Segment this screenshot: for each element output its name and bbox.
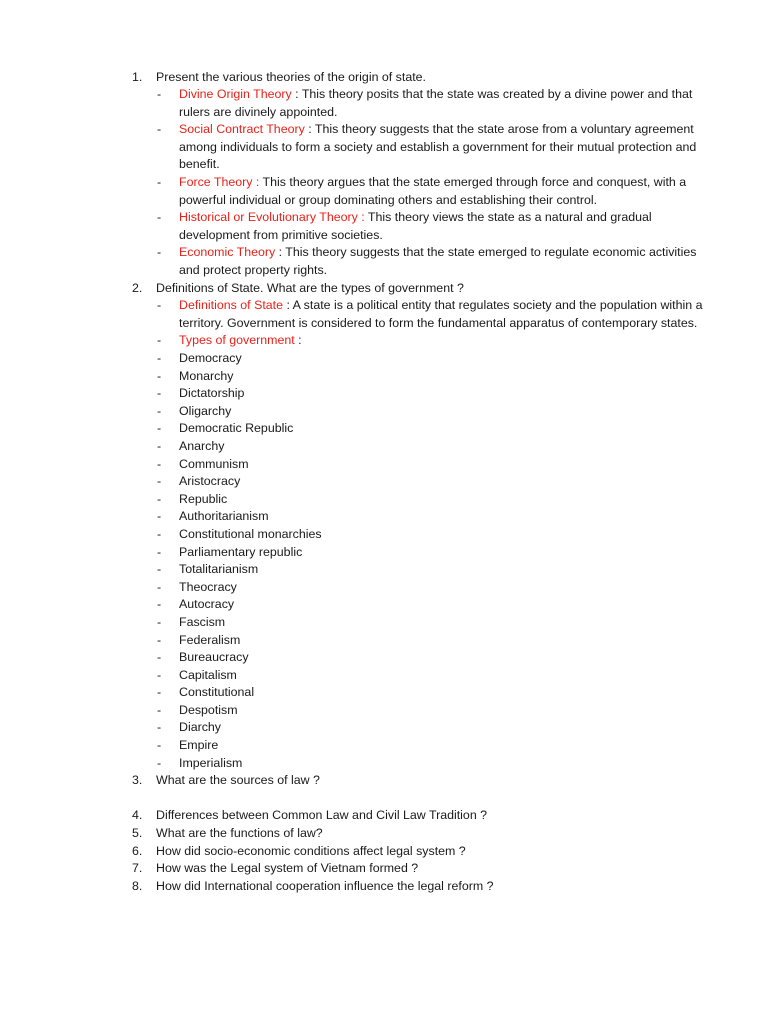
government-type: Totalitarianism <box>179 562 259 577</box>
government-type-item <box>0 755 768 773</box>
dash-bullet: - <box>157 351 162 365</box>
term-label: Types of government <box>179 333 295 348</box>
government-type-item <box>0 456 768 474</box>
term-description: : A state is a political entity that regulates society and the population within a territory. Government is considered to form the fundamental apparatus of contemporary states. <box>179 298 703 330</box>
government-type-item <box>0 526 768 544</box>
government-type: Communism <box>179 456 249 471</box>
list-item-5 <box>0 825 768 843</box>
government-type-item <box>0 579 768 597</box>
government-type-item <box>0 737 768 755</box>
term-description: : This theory posits that the state was created by a divine power and that rulers are divinely appointed. <box>179 87 693 119</box>
blank-line <box>0 790 768 808</box>
theory-divine-origin <box>0 86 768 121</box>
list-item-1 <box>0 69 768 87</box>
dash-bullet: - <box>157 755 162 770</box>
list-item-text: How was the Legal system of Vietnam formed ? <box>156 861 419 876</box>
dash-bullet: - <box>157 491 162 506</box>
government-type-item <box>0 420 768 438</box>
government-type: Imperialism <box>179 755 243 770</box>
government-type: Autocracy <box>179 597 235 612</box>
list-item-3 <box>0 772 768 790</box>
list-item-2 <box>0 280 768 298</box>
government-type: Federalism <box>179 632 241 647</box>
government-type-item <box>0 649 768 667</box>
government-type: Democracy <box>179 351 242 365</box>
theory-social-contract <box>0 121 768 174</box>
dash-bullet: - <box>157 597 162 612</box>
government-type-item <box>0 702 768 720</box>
government-type: Constitutional monarchies <box>179 526 322 541</box>
dash-bullet: - <box>157 562 162 577</box>
dash-bullet: - <box>157 421 162 436</box>
dash-bullet: - <box>157 544 162 559</box>
government-type: Empire <box>179 738 219 753</box>
dash-bullet: - <box>157 579 162 594</box>
dash-bullet: - <box>157 245 162 260</box>
list-item-6 <box>0 843 768 861</box>
government-type: Monarchy <box>179 368 234 383</box>
list-number: 6. <box>132 843 143 858</box>
dash-bullet: - <box>157 720 162 735</box>
dash-bullet: - <box>157 509 162 524</box>
term-description: This theory views the state as a natural and gradual development from primitive societies. <box>179 210 652 242</box>
term-label: Definitions of State <box>179 298 284 313</box>
list-number: 5. <box>132 826 143 841</box>
government-type-item <box>0 561 768 579</box>
government-type: Parliamentary republic <box>179 544 303 559</box>
dash-bullet: - <box>157 298 162 313</box>
dash-bullet: - <box>157 403 162 418</box>
list-number: 4. <box>132 808 143 823</box>
dash-bullet: - <box>157 333 162 348</box>
term-description: This theory argues that the state emerged through force and conquest, with a powerful individual or group dominating others and establishing their control. <box>179 175 687 207</box>
list-number: 8. <box>132 878 143 893</box>
list-number: 3. <box>132 773 143 788</box>
term-label: Force Theory : <box>179 175 260 190</box>
government-type: Bureaucracy <box>179 650 249 665</box>
dash-bullet: - <box>157 632 162 647</box>
dash-bullet: - <box>157 386 162 401</box>
government-type-item <box>0 473 768 491</box>
types-of-government-heading <box>0 332 768 350</box>
government-type-item <box>0 667 768 685</box>
list-item-text: What are the functions of law? <box>156 826 323 841</box>
government-type-item <box>0 632 768 650</box>
government-type-item <box>0 403 768 421</box>
government-type-item <box>0 719 768 737</box>
dash-bullet: - <box>157 738 162 753</box>
term-label: Divine Origin Theory <box>179 87 292 102</box>
list-item-text: What are the sources of law ? <box>156 773 320 788</box>
government-type: Capitalism <box>179 667 237 682</box>
definition-of-state <box>0 297 768 332</box>
government-type-item <box>0 544 768 562</box>
government-type: Diarchy <box>179 720 221 735</box>
government-type-item <box>0 438 768 456</box>
dash-bullet: - <box>157 175 162 190</box>
dash-bullet: - <box>157 702 162 717</box>
term-label: Historical or Evolutionary Theory : <box>179 210 365 225</box>
government-type-item <box>0 385 768 403</box>
list-item-7 <box>0 860 768 878</box>
government-type: Republic <box>179 491 228 506</box>
government-type: Constitutional <box>179 685 255 700</box>
list-item-text: Present the various theories of the origin of state. <box>156 69 426 84</box>
theory-economic <box>0 244 768 279</box>
dash-bullet: - <box>157 614 162 629</box>
list-item-text: Definitions of State. What are the types of government ? <box>156 280 464 295</box>
dash-bullet: - <box>157 438 162 453</box>
dash-bullet: - <box>157 122 162 137</box>
dash-bullet: - <box>157 456 162 471</box>
term-label: Social Contract Theory <box>179 122 305 137</box>
dash-bullet: - <box>157 685 162 700</box>
theory-historical-evolutionary <box>0 209 768 244</box>
government-type: Dictatorship <box>179 386 245 401</box>
list-item-4 <box>0 807 768 825</box>
government-type-item <box>0 350 768 368</box>
government-type-item <box>0 596 768 614</box>
list-number: 2. <box>132 280 143 295</box>
list-item-text: Differences between Common Law and Civil Law Tradition ? <box>156 808 488 823</box>
list-item-8 <box>0 878 768 896</box>
dash-bullet: - <box>157 368 162 383</box>
dash-bullet: - <box>157 210 162 225</box>
list-number: 1. <box>132 69 143 84</box>
term-description: : This theory suggests that the state emerged to regulate economic activities and protect property rights. <box>179 245 697 278</box>
government-type-item <box>0 368 768 386</box>
dash-bullet: - <box>157 526 162 541</box>
document-body <box>0 69 768 896</box>
government-types-list <box>0 350 768 772</box>
theory-force <box>0 174 768 209</box>
dash-bullet: - <box>157 87 162 102</box>
government-type-item <box>0 508 768 526</box>
term-description: : <box>294 333 302 348</box>
government-type: Aristocracy <box>179 474 241 489</box>
list-item-text: How did International cooperation influence the legal reform ? <box>156 878 494 893</box>
dash-bullet: - <box>157 474 162 489</box>
government-type: Democratic Republic <box>179 421 294 436</box>
government-type: Despotism <box>179 702 238 717</box>
list-number: 7. <box>132 861 143 876</box>
government-type-item <box>0 614 768 632</box>
dash-bullet: - <box>157 650 162 665</box>
government-type: Anarchy <box>179 438 225 453</box>
government-type-item <box>0 491 768 509</box>
government-type: Theocracy <box>179 579 237 594</box>
term-description: : This theory suggests that the state arose from a voluntary agreement among individuals to form a society and establish a government for their mutual protection and benefit. <box>179 122 697 172</box>
government-type: Fascism <box>179 614 226 629</box>
list-item-text: How did socio-economic conditions affect legal system ? <box>156 843 466 858</box>
government-type: Authoritarianism <box>179 509 269 524</box>
dash-bullet: - <box>157 667 162 682</box>
term-label: Economic Theory <box>179 245 276 260</box>
government-type-item <box>0 684 768 702</box>
government-type: Oligarchy <box>179 403 232 418</box>
